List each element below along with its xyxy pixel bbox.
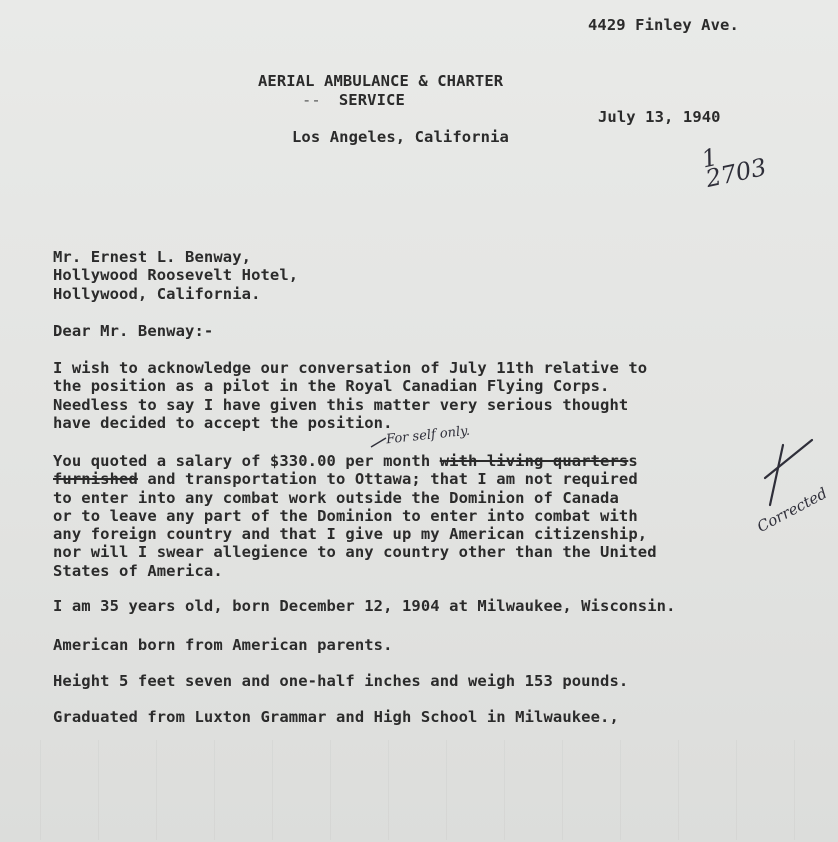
paragraph-height: Height 5 feet seven and one-half inches and weigh 153 pounds. — [53, 672, 629, 690]
terms-line1-end: s — [628, 452, 638, 470]
letter-date: July 13, 1940 — [598, 108, 721, 126]
recipient-address: Mr. Ernest L. Benway, Hollywood Roosevelt Hotel, Hollywood, California. — [53, 248, 299, 303]
terms-line1: You quoted a salary of $330.00 per month — [53, 452, 440, 470]
struck-furnished: furnished — [53, 470, 138, 489]
paragraph-birth: American born from American parents. — [53, 636, 393, 654]
bleed-through-shadow — [40, 740, 800, 840]
insert-caret-mark — [371, 438, 386, 447]
struck-living-quarters: with living quarters — [439, 452, 629, 470]
salutation: Dear Mr. Benway:- — [53, 322, 214, 340]
check-mark-stroke-1 — [770, 445, 783, 505]
paragraph-acknowledgement: I wish to acknowledge our conversation of July 11th relative to the position as a pilot in the Royal Canadian Flying Corps. Needless to say I have given this matter very serious thought have decided to accept the position. — [53, 359, 648, 432]
paragraph-education: Graduated from Luxton Grammar and High School in Milwaukee., — [53, 708, 619, 726]
handwritten-insert: For self only. — [385, 423, 471, 448]
terms-rest: to enter into any combat work outside the Dominion of Canada or to leave any part of the Dominion to enter into combat with any foreign country and that I give up my American citizenship, nor will I swear allegience to any country other than the United States of America. — [53, 488, 657, 580]
company-city: Los Angeles, California — [292, 128, 509, 146]
check-mark-stroke-2 — [765, 440, 812, 478]
company-service: SERVICE — [338, 91, 405, 109]
terms-line2: and transportation to Ottawa; that I am not required — [137, 470, 638, 489]
sender-address: 4429 Finley Ave. — [588, 16, 739, 34]
margin-note-corrected: Corrected — [754, 484, 831, 536]
company-dash: -- — [302, 91, 321, 109]
paragraph-age: I am 35 years old, born December 12, 1904 at Milwaukee, Wisconsin. — [53, 597, 676, 615]
company-name: AERIAL AMBULANCE & CHARTER — [258, 72, 504, 90]
handwritten-file-number: 1 2703 — [699, 142, 769, 194]
